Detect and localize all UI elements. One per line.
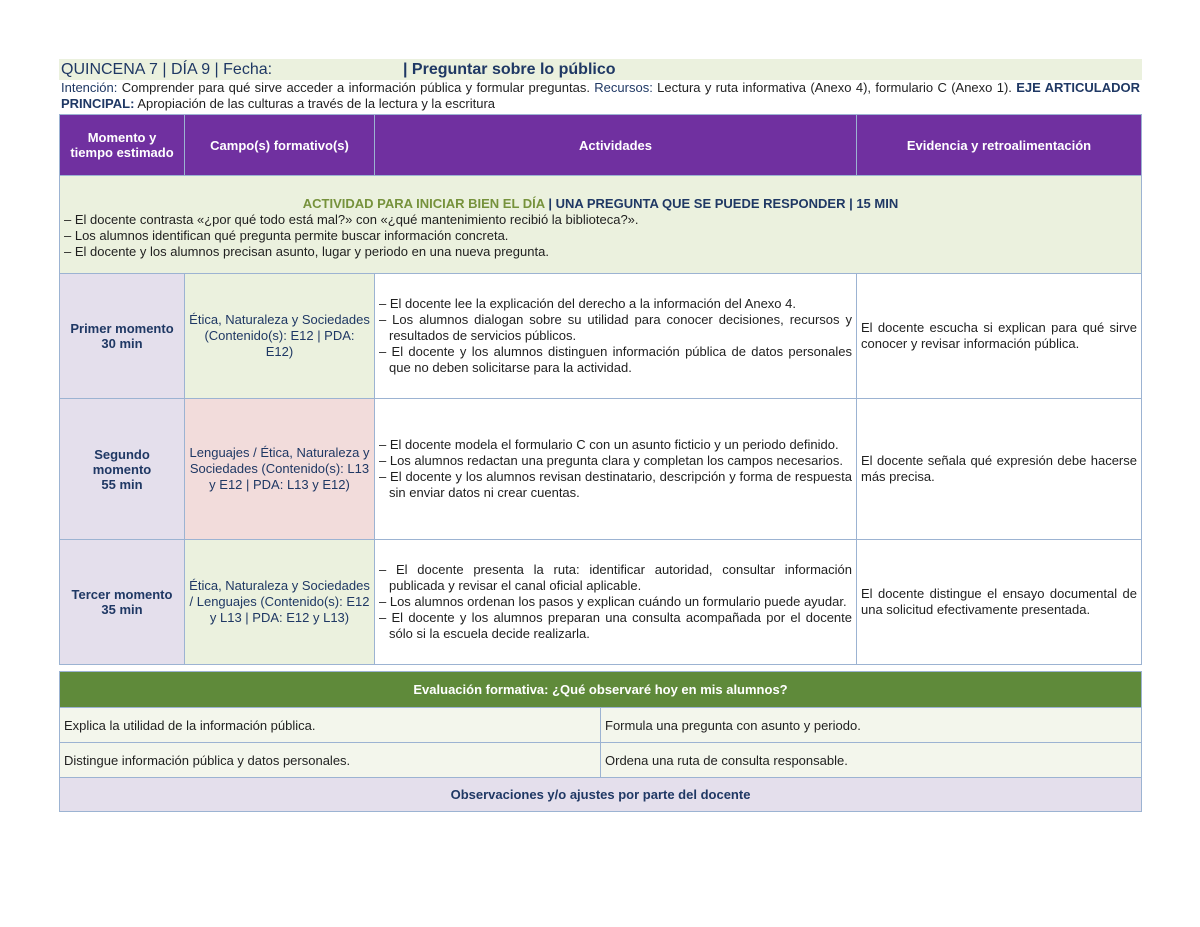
evaluation-item: Formula una pregunta con asunto y periodo.	[601, 708, 1142, 743]
intro-activity-title-blue: | UNA PREGUNTA QUE SE PUEDE RESPONDER | 15 MIN	[544, 195, 899, 211]
evidencia-cell: El docente distingue el ensayo documental de una solicitud efectivamente presentada.	[857, 540, 1142, 665]
campos-cell: Lenguajes / Ética, Naturaleza y Sociedades (Contenido(s): L13 y E12 | PDA: L13 y E12)	[185, 399, 375, 540]
actividades-cell	[375, 274, 857, 399]
actividades-cell	[375, 540, 857, 665]
title-left: QUINCENA 7 | DÍA 9 | Fecha:	[61, 61, 273, 78]
observations-row	[60, 778, 1142, 812]
evaluation-title: Evaluación formativa: ¿Qué observaré hoy en mis alumnos?	[60, 672, 1142, 708]
table-row	[60, 399, 1142, 540]
evaluation-item: Explica la utilidad de la información pública.	[60, 708, 601, 743]
momento-name: Segundo momento	[92, 446, 152, 477]
intro-activity-cell	[60, 176, 1142, 274]
momento-time: 55 min	[101, 476, 143, 492]
lesson-plan-page	[59, 59, 1142, 812]
momento-cell	[60, 540, 185, 665]
actividad-item: – Los alumnos redactan una pregunta clara y completan los campos necesarios.	[379, 453, 843, 468]
eje-label: EJE ARTICULADOR PRINCIPAL:	[61, 80, 1140, 111]
intro-activity-title-green: ACTIVIDAD PARA INICIAR BIEN EL DÍA	[302, 195, 545, 211]
actividad-item: – El docente y los alumnos preparan una consulta acompañada por el docente sólo si la escuela decide realizarla.	[379, 610, 852, 641]
table-row	[60, 540, 1142, 665]
campos-cell: Ética, Naturaleza y Sociedades / Lenguajes (Contenido(s): E12 y L13 | PDA: E12 y L13)	[185, 540, 375, 665]
header-campos: Campo(s) formativo(s)	[185, 115, 375, 176]
momento-time: 30 min	[101, 336, 143, 351]
intro-paragraph	[59, 80, 1142, 112]
intro-activity-title	[64, 196, 1137, 211]
actividad-item: – El docente y los alumnos distinguen información pública de datos personales que no deben solicitarse para la actividad.	[379, 344, 852, 375]
evaluation-table	[59, 671, 1142, 812]
evaluation-item: Distingue información pública y datos personales.	[60, 743, 601, 778]
actividades-cell	[375, 399, 857, 540]
observations-label: Observaciones y/o ajustes por parte del docente	[60, 778, 1142, 812]
actividad-item: – El docente lee la explicación del derecho a la información del Anexo 4.	[379, 296, 796, 311]
actividad-item: – El docente presenta la ruta: identificar autoridad, consultar información publicada y revisar el canal oficial aplicable.	[379, 562, 852, 593]
page-title	[59, 59, 1142, 80]
intro-activity-row	[60, 176, 1142, 274]
evaluation-row	[60, 743, 1142, 778]
momento-time: 35 min	[101, 602, 143, 617]
evaluation-header-row	[60, 672, 1142, 708]
evidencia-cell: El docente escucha si explican para qué sirve conocer y revisar información pública.	[857, 274, 1142, 399]
actividad-item: – El docente y los alumnos revisan destinatario, descripción y forma de respuesta sin enviar datos ni crear cuentas.	[379, 469, 852, 500]
actividad-item: – El docente modela el formulario C con un asunto ficticio y un periodo definido.	[379, 437, 839, 452]
intencion-label: Intención:	[61, 80, 118, 95]
evaluation-row	[60, 708, 1142, 743]
eje-text: Apropiación de las culturas a través de la lectura y la escritura	[134, 96, 496, 111]
header-evidencia: Evidencia y retroalimentación	[857, 115, 1142, 176]
title-right: | Preguntar sobre lo público	[403, 61, 616, 78]
campos-cell: Ética, Naturaleza y Sociedades (Contenido(s): E12 | PDA: E12)	[185, 274, 375, 399]
momento-cell	[60, 399, 185, 540]
actividad-item: – Los alumnos dialogan sobre su utilidad para conocer decisiones, recursos y resultados de servicios públicos.	[379, 312, 852, 343]
actividad-item: – Los alumnos ordenan los pasos y explican cuándo un formulario puede ayudar.	[379, 594, 847, 609]
table-row	[60, 274, 1142, 399]
header-actividades: Actividades	[375, 115, 857, 176]
momento-cell	[60, 274, 185, 399]
evaluation-item: Ordena una ruta de consulta responsable.	[601, 743, 1142, 778]
header-momento: Momento y tiempo estimado	[60, 115, 185, 176]
evidencia-cell: El docente señala qué expresión debe hacerse más precisa.	[857, 399, 1142, 540]
intencion-text: Comprender para qué sirve acceder a información pública y formular preguntas.	[117, 80, 595, 95]
intro-activity-line: – El docente contrasta «¿por qué todo está mal?» con «¿qué mantenimiento recibió la biblioteca?».	[64, 211, 639, 227]
recursos-label: Recursos:	[594, 80, 653, 95]
activities-table	[59, 114, 1142, 665]
momento-name: Primer momento	[70, 321, 174, 336]
momento-name: Tercer momento	[71, 587, 173, 602]
recursos-text: Lectura y ruta informativa (Anexo 4), formulario C (Anexo 1).	[652, 80, 1017, 95]
intro-activity-line: – El docente y los alumnos precisan asunto, lugar y periodo en una nueva pregunta.	[64, 243, 549, 259]
intro-activity-line: – Los alumnos identifican qué pregunta permite buscar información concreta.	[64, 227, 509, 243]
table-header-row	[60, 115, 1142, 176]
